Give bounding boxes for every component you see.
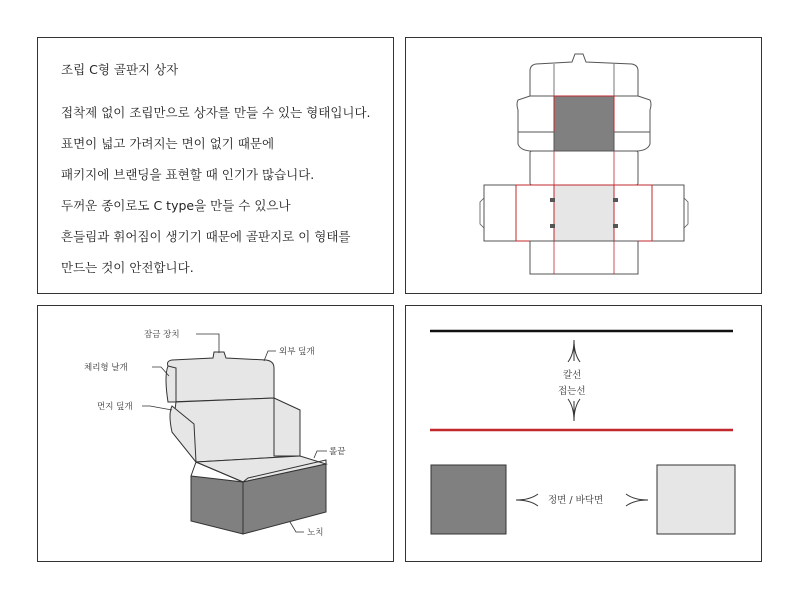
- dieline-panel: [405, 37, 762, 294]
- legend-drawing: [406, 306, 763, 563]
- description-line: 패키지에 브랜딩을 표현할 때 인기가 많습니다.: [61, 167, 315, 182]
- bottom-face: [554, 185, 614, 241]
- label-roll-end: 롤끝: [329, 447, 346, 457]
- outer-flap: [168, 352, 275, 402]
- description-line: 접착제 없이 조립만으로 상자를 만들 수 있는 형태입니다.: [61, 105, 371, 120]
- box-illustration: [38, 306, 395, 563]
- legend-panel: [405, 305, 762, 562]
- description-line: 표면이 넓고 가려지는 면이 없기 때문에: [61, 136, 275, 151]
- description-line: 두꺼운 종이로도 C type을 만들 수 있으나: [61, 198, 291, 213]
- top-lock-flap: [530, 54, 638, 96]
- arrow-up-icon: [568, 340, 580, 362]
- fold-line-label: 접는선: [558, 386, 586, 397]
- dieline-drawing: [406, 38, 763, 295]
- label-notch: 노치: [307, 528, 324, 538]
- panel-title: 조립 C형 골판지 상자: [61, 62, 179, 77]
- description-line: 만드는 것이 안전합니다.: [61, 260, 194, 275]
- description-line: 흔들림과 휘어짐이 생기기 때문에 골판지로 이 형태를: [61, 229, 351, 244]
- label-cherry-wing: 체리형 날개: [84, 363, 128, 373]
- box-illustration-panel: [37, 305, 394, 562]
- arrow-right-icon: [626, 494, 648, 506]
- box-front: [191, 476, 243, 534]
- description-panel: [37, 37, 394, 294]
- label-lock: 잠금 장치: [144, 330, 180, 340]
- label-outer-flap: 외부 덮개: [279, 347, 315, 357]
- cut-line-label: 칼선: [563, 370, 582, 381]
- arrow-left-icon: [516, 494, 538, 506]
- faces-label: 정면 / 바닥면: [548, 495, 604, 506]
- top-face: [554, 96, 614, 151]
- label-dust-flap: 먼지 덮개: [97, 402, 133, 412]
- front-face-swatch: [431, 465, 506, 534]
- arrow-down-icon: [568, 399, 580, 421]
- bottom-face-swatch: [657, 465, 735, 534]
